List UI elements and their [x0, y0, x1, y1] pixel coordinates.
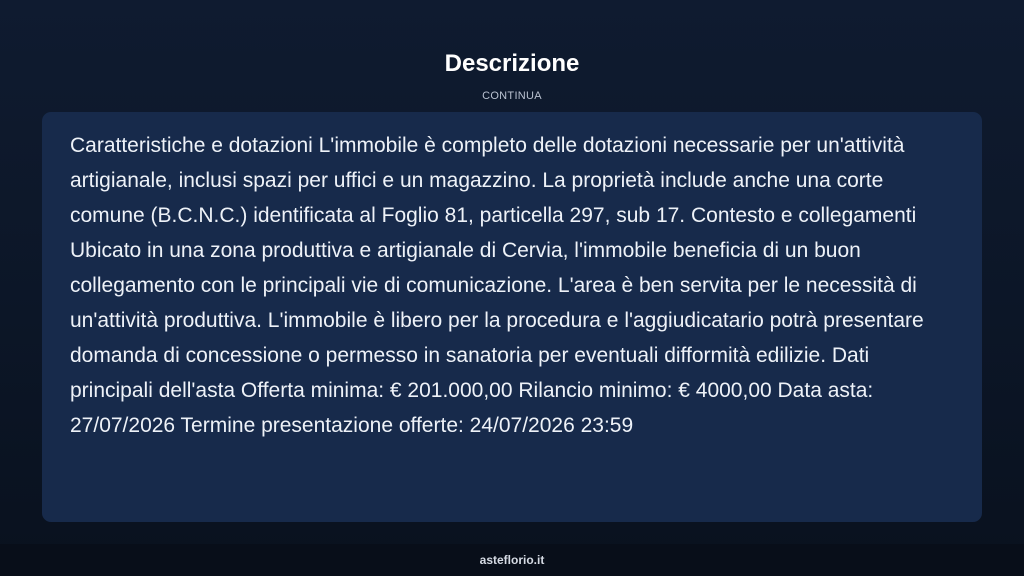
- description-card: [42, 112, 982, 522]
- description-text: Caratteristiche e dotazioni L'immobile è completo delle dotazioni necessarie per un'attività artigianale, inclusi spazi per uffici e un magazzino. La proprietà include anche una corte comune (B.C.N.C.) identificata al Foglio 81, particella 297, sub 17. Contesto e collegamenti Ubicato in una zona produttiva e artigianale di Cervia, l'immobile beneficia di un buon collegamento con le principali vie di comunicazione. L'area è ben servita per le necessità di un'attività produttiva. L'immobile è libero per la procedura e l'aggiudicatario potrà presentare domanda di concessione o permesso in sanatoria per eventuali difformità edilizie. Dati principali dell'asta Offerta minima: € 201.000,00 Rilancio minimo: € 4000,00 Data asta: 27/07/2026 Termine presentazione offerte: 24/07/2026 23:59: [70, 134, 924, 437]
- footer-bar: [0, 544, 1024, 576]
- page-subtitle: CONTINUA: [482, 90, 542, 102]
- footer-site-name: asteflorio.it: [479, 553, 545, 567]
- page-title: Descrizione: [444, 50, 580, 77]
